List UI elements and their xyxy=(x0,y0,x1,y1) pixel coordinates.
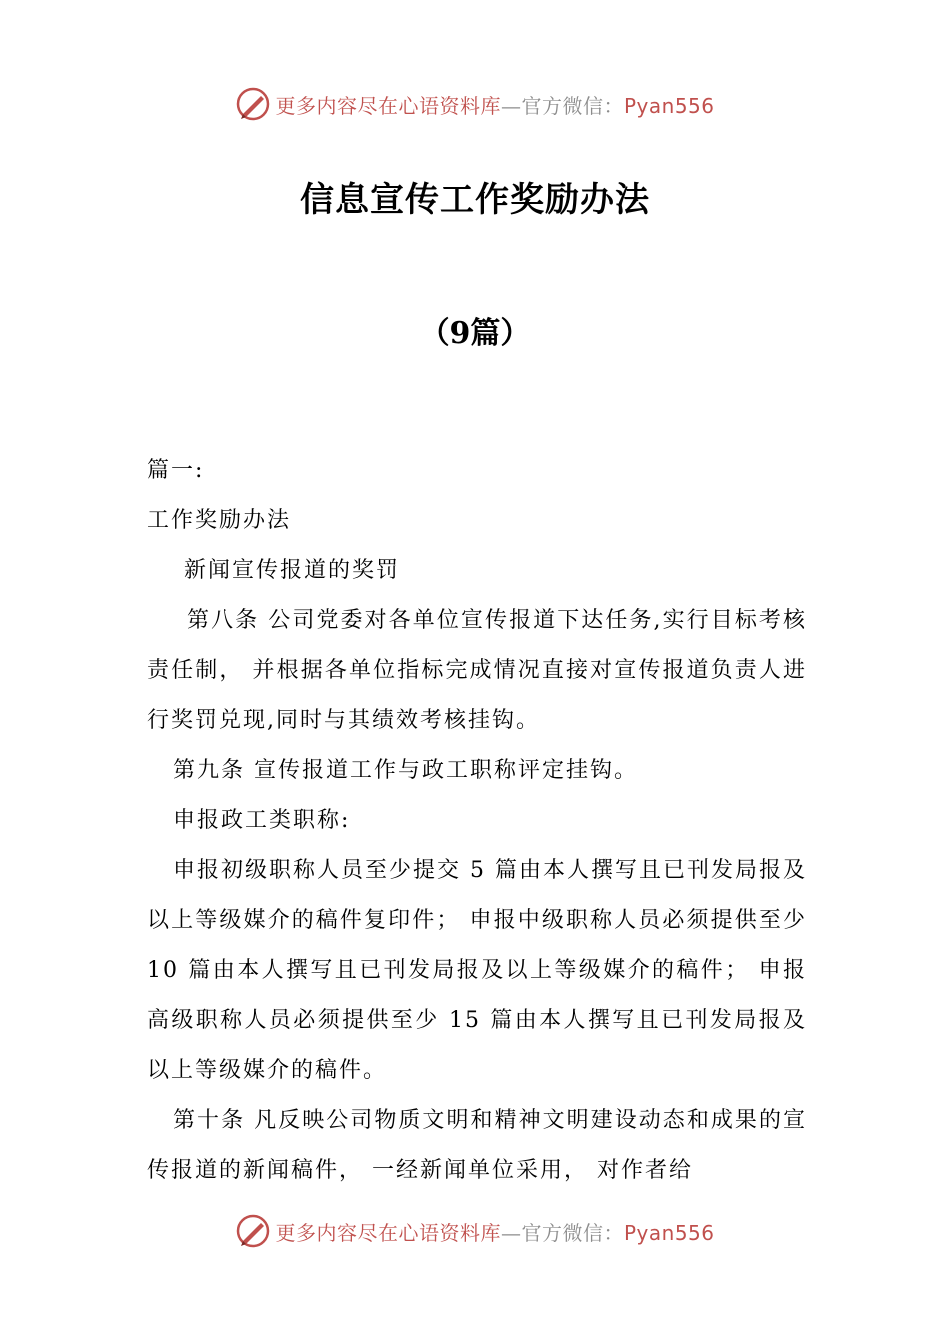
watermark-dash: — xyxy=(500,1220,522,1245)
watermark-footer xyxy=(0,1211,950,1251)
document-body xyxy=(147,446,807,1196)
watermark-wechat-id: Pyan556 xyxy=(623,1220,715,1245)
watermark-site: 更多内容尽在心语资料库 xyxy=(275,93,501,118)
pen-logo-icon xyxy=(235,86,271,122)
watermark-header xyxy=(0,84,950,124)
subsection-title: 新闻宣传报道的奖罚 xyxy=(184,558,401,583)
section-heading: 篇一: xyxy=(147,458,205,483)
article-10: 第十条 凡反映公司物质文明和精神文明建设动态和成果的宣传报道的新闻稿件， 一经新闻单位采用， 对作者给 xyxy=(147,1108,807,1183)
article-9: 第九条 宣传报道工作与政工职称评定挂钩。 xyxy=(173,758,638,783)
watermark-text xyxy=(275,1217,714,1246)
watermark-text xyxy=(275,90,714,119)
title-requirements: 申报初级职称人员至少提交 5 篇由本人撰写且已刊发局报及以上等级媒介的稿件复印件； 申报中级职称人员必须提供至少 10 篇由本人撰写且已刊发局报及以上等级媒介的稿件； 申报高级职称人员必须提供至少 15 篇由本人撰写且已刊发局报及以上等级媒介的稿件。 xyxy=(147,858,807,1083)
watermark-wechat-label: 官方微信： xyxy=(521,93,624,118)
section-title: 工作奖励办法 xyxy=(147,508,292,533)
watermark-wechat-id: Pyan556 xyxy=(623,93,715,118)
article-8: 第八条 公司党委对各单位宣传报道下达任务,实行目标考核责任制， 并根据各单位指标完成情况直接对宣传报道负责人进行奖罚兑现,同时与其绩效考核挂钩。 xyxy=(147,608,807,733)
watermark-wechat-label: 官方微信： xyxy=(521,1220,624,1245)
title-application: 申报政工类职称: xyxy=(173,808,351,833)
document-title: 信息宣传工作奖励办法 xyxy=(300,180,650,220)
watermark-site: 更多内容尽在心语资料库 xyxy=(275,1220,501,1245)
document-subtitle: （9篇） xyxy=(419,316,531,351)
watermark-dash: — xyxy=(500,93,522,118)
pen-logo-icon xyxy=(235,1213,271,1249)
